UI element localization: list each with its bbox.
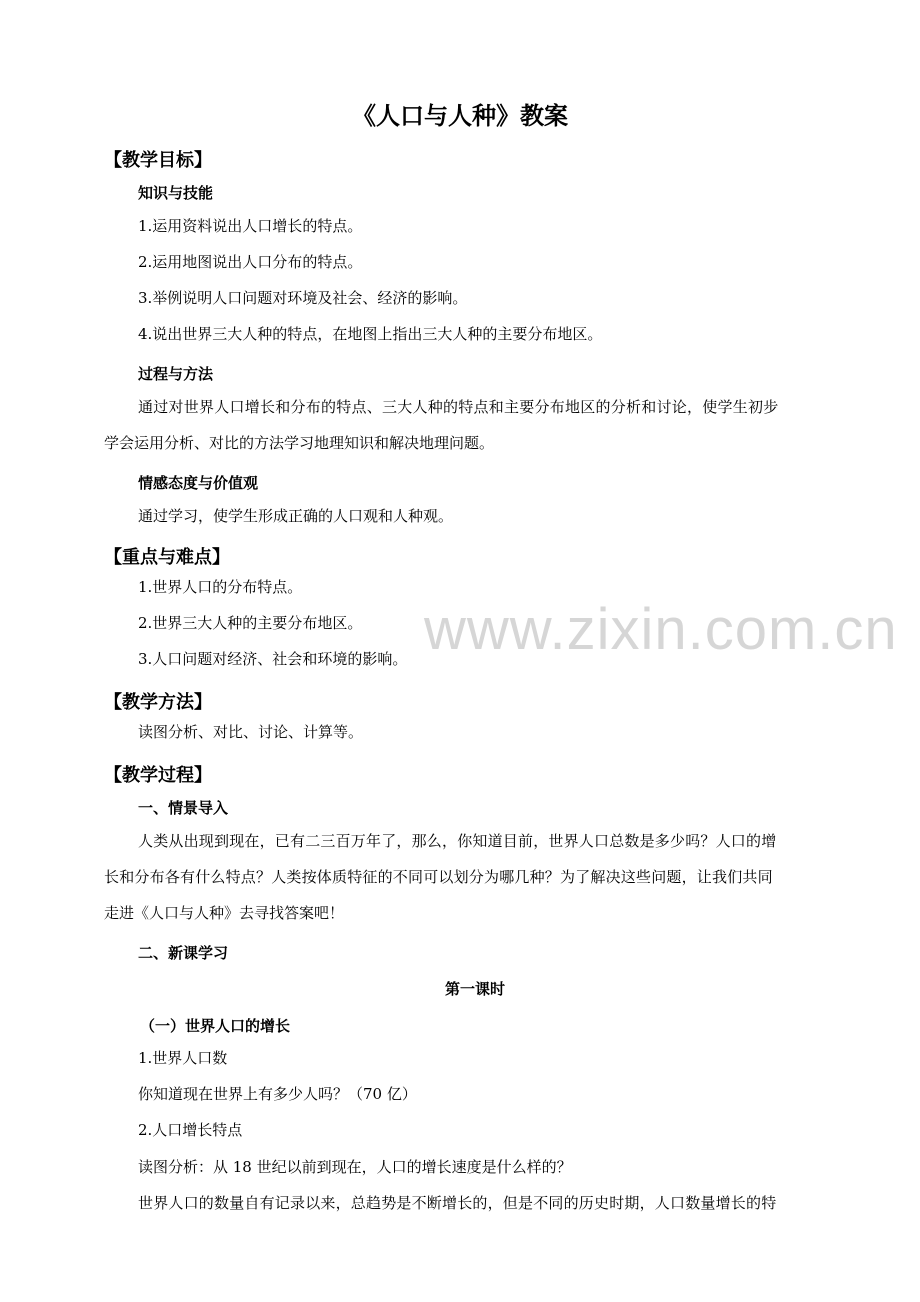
section-population-growth: （一）世界人口的增长 bbox=[140, 1017, 291, 1035]
heading-teaching-process: 【教学过程】 bbox=[104, 765, 212, 786]
objective-item-4: 4.说出世界三大人种的特点，在地图上指出三大人种的主要分布地区。 bbox=[138, 325, 603, 343]
subheading-knowledge-skills: 知识与技能 bbox=[138, 184, 214, 202]
subheading-scenario-intro: 一、情景导入 bbox=[138, 799, 229, 817]
subheading-new-lesson: 二、新课学习 bbox=[138, 944, 229, 962]
methods-paragraph-line-2: 学会运用分析、对比的方法学习地理知识和解决地理问题。 bbox=[104, 434, 495, 452]
watermark: www.zixin.com.cn bbox=[424, 597, 898, 662]
lesson-period-title: 第一课时 bbox=[444, 980, 505, 998]
objective-item-2: 2.运用地图说出人口分布的特点。 bbox=[138, 253, 363, 271]
heading-teaching-objectives: 【教学目标】 bbox=[104, 150, 212, 171]
key-point-item-1: 1.世界人口的分布特点。 bbox=[138, 578, 303, 596]
objective-item-1: 1.运用资料说出人口增长的特点。 bbox=[138, 217, 363, 235]
heading-key-points: 【重点与难点】 bbox=[104, 547, 230, 568]
intro-paragraph-line-1: 人类从出现到现在，已有二三百万年了，那么，你知道目前，世界人口总数是多少吗？人口的增 bbox=[138, 832, 777, 850]
document-title: 《人口与人种》教案 bbox=[352, 102, 568, 130]
growth-features-heading: 2.人口增长特点 bbox=[138, 1121, 243, 1139]
objective-item-3: 3.举例说明人口问题对环境及社会、经济的影响。 bbox=[138, 289, 468, 307]
key-point-item-3: 3.人口问题对经济、社会和环境的影响。 bbox=[138, 650, 408, 668]
teaching-methods-text: 读图分析、对比、讨论、计算等。 bbox=[138, 723, 364, 741]
population-count-heading: 1.世界人口数 bbox=[138, 1049, 228, 1067]
subheading-attitudes-values: 情感态度与价值观 bbox=[138, 474, 259, 492]
growth-paragraph-line-1: 世界人口的数量自有记录以来，总趋势是不断增长的，但是不同的历史时期，人口数量增长的特 bbox=[138, 1194, 777, 1212]
intro-paragraph-line-2: 长和分布各有什么特点？人类按体质特征的不同可以划分为哪几种？为了解决这些问题，让我们共同 bbox=[104, 868, 773, 886]
key-point-item-2: 2.世界三大人种的主要分布地区。 bbox=[138, 614, 363, 632]
intro-paragraph-line-3: 走进《人口与人种》去寻找答案吧！ bbox=[104, 904, 345, 922]
map-analysis-question: 读图分析：从 18 世纪以前到现在，人口的增长速度是什么样的？ bbox=[138, 1158, 572, 1176]
heading-teaching-methods: 【教学方法】 bbox=[104, 692, 212, 713]
methods-paragraph-line-1: 通过对世界人口增长和分布的特点、三大人种的特点和主要分布地区的分析和讨论，使学生初步 bbox=[138, 398, 779, 416]
attitude-paragraph: 通过学习，使学生形成正确的人口观和人种观。 bbox=[138, 507, 454, 525]
population-question: 你知道现在世界上有多少人吗？（70 亿） bbox=[138, 1085, 417, 1103]
subheading-process-methods: 过程与方法 bbox=[138, 365, 214, 383]
